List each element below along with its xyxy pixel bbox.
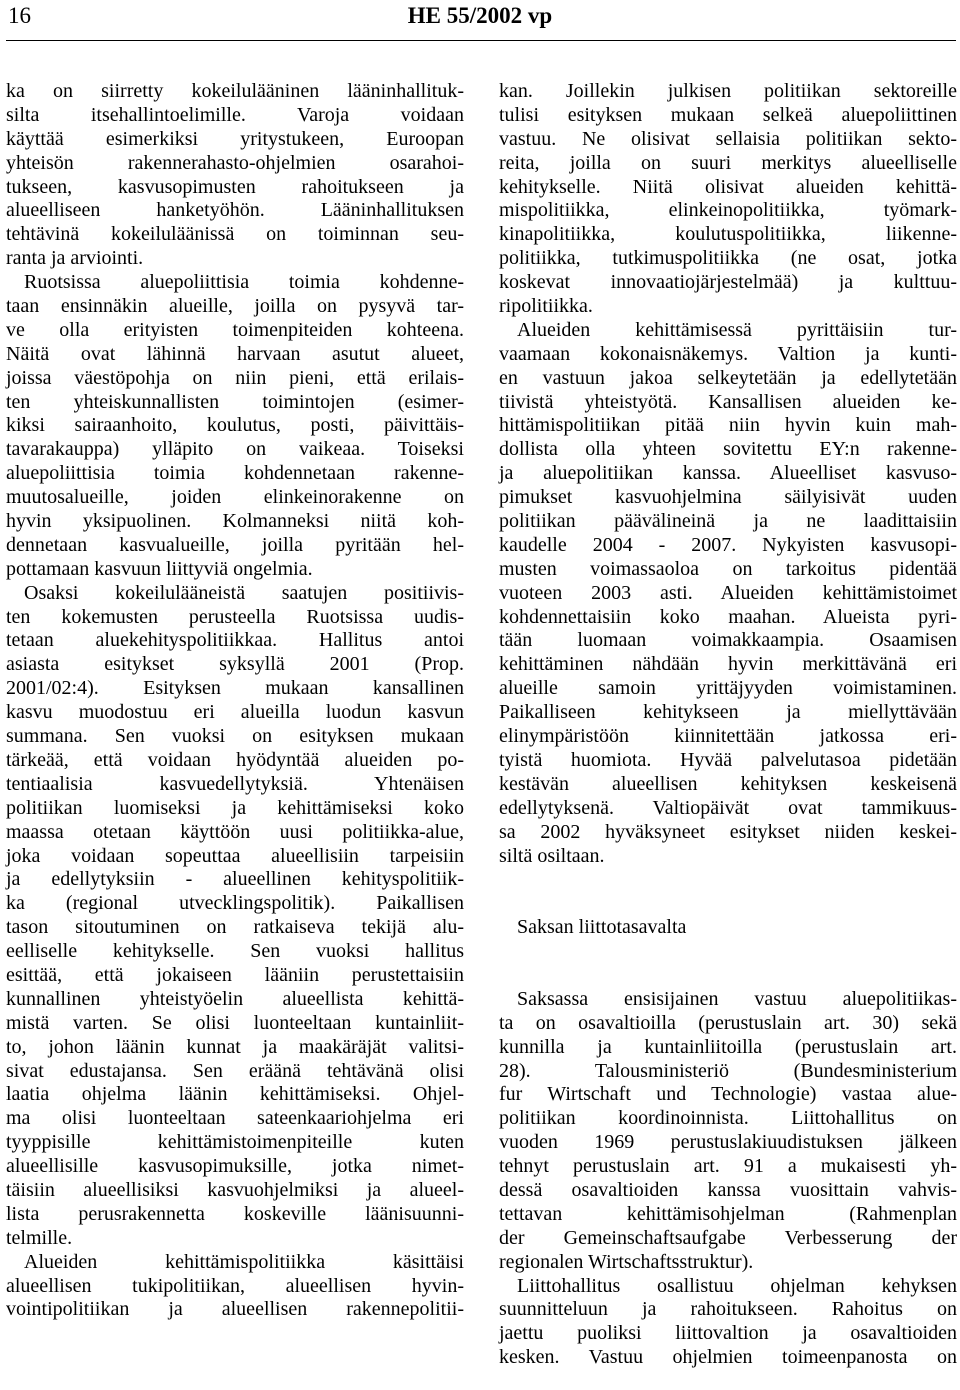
text-line: tehnyt perustuslain art. 91 a mukaisesti yh-	[499, 1155, 957, 1178]
text-line: kaudelle 2004 - 2007. Nykyisten kasvusopi-	[499, 533, 957, 556]
paragraph	[6, 1251, 464, 1323]
spacer	[499, 940, 957, 964]
text-line: kan. Joillekin julkisen politiikan sektoreille	[499, 80, 957, 102]
left-column	[6, 80, 464, 1322]
paragraph	[6, 582, 464, 1251]
text-line: hyvin yksipuolinen. Kolmanneksi niitä koh-	[6, 510, 464, 533]
text-line: vointipolitiikan ja alueellisen rakennepolitii-	[6, 1298, 464, 1321]
text-line: dollista olla yhteen sovitettu EY:n rakenne-	[499, 438, 957, 461]
text-line: tetaan aluekehityspolitiikkaa. Hallitus antoi	[6, 629, 464, 652]
text-line: tettavan kehittämisohjelman (Rahmenplan	[499, 1202, 957, 1225]
document-id: HE 55/2002 vp	[407, 3, 553, 28]
text-line: yhteisön rakennerahasto-ohjelmien osarahoi-	[6, 151, 464, 174]
paragraph	[6, 271, 464, 582]
text-line: musten voimassaoloa on tarkoitus pidentää	[499, 557, 957, 580]
text-line: asiasta esitykset syksyllä 2001 (Prop.	[6, 653, 464, 676]
text-line: dennetaan kasvualueille, joilla pyritään hel-	[6, 533, 464, 556]
text-line: kehitykselle. Niitä olisivat alueiden kehittä-	[499, 175, 957, 198]
text-line: 28). Talousministeriö (Bundesministerium	[499, 1059, 957, 1082]
text-line: ten kokemusten perusteella Ruotsissa uudis-	[6, 605, 464, 628]
text-line: politiikan päävälineinä ja ne laadittaisiin	[499, 510, 957, 533]
text-line: tään luomaan voimakkaampia. Osaamisen	[499, 629, 957, 652]
text-line: ve olla erityisten toimenpiteiden kohteena.	[6, 318, 464, 341]
text-line: tehtävinä kokeiluläänissä on toiminnan seu-	[6, 223, 464, 246]
text-line: kasvu muodostuu eri alueilla luodun kasvun	[6, 701, 464, 724]
text-line: to, johon läänin kunnat ja maakäräjät valitsi-	[6, 1035, 464, 1058]
text-line: sivat edustajansa. Sen eräänä tehtävänä olisi	[6, 1059, 464, 1082]
text-line: Alueiden kehittämispolitiikka käsittäisi	[24, 1250, 464, 1273]
text-line: kesken. Vastuu ohjelmien toimeenpanosta on	[499, 1346, 957, 1369]
text-line: kunnilla ja kuntainliitoilla (perustuslain art.	[499, 1035, 957, 1058]
text-line: muutosalueille, joiden elinkeinorakenne on	[6, 486, 464, 509]
text-line: ripolitiikka.	[499, 295, 593, 318]
text-line: pimukset kasvuohjelmina säilyisivät uuden	[499, 486, 957, 509]
text-line: politiikan koordinoinnista. Liittohallitus on	[499, 1107, 957, 1130]
text-line: ma olisi luonteeltaan sateenkaariohjelma eri	[6, 1107, 464, 1130]
text-line: suunnitteluun ja rahoitukseen. Rahoitus on	[499, 1298, 957, 1321]
text-line: Paikalliseen kehitykseen ja miellyttävään	[499, 701, 957, 724]
text-line: pottamaan kasvuun liittyviä ongelmia.	[6, 557, 313, 580]
text-line: joissa väestöpohja on niin pieni, että erilais-	[6, 366, 464, 389]
text-line: joka voidaan sopeuttaa alueellisiin tarpeisiin	[6, 844, 464, 867]
text-line: Liittohallitus osallistuu ohjelman kehyksen	[517, 1274, 957, 1297]
text-line: mispolitiikka, elinkeinopolitiikka, työmark-	[499, 199, 957, 222]
text-line: ten yhteiskunnallisten toimintojen (esimer-	[6, 390, 464, 413]
text-line: ka on siirretty kokeilulääninen lääninhallituk-	[6, 80, 464, 102]
page-header	[0, 0, 960, 40]
right-column	[499, 80, 957, 1370]
text-line: lista perusrakennetta koskeville läänisuunni-	[6, 1202, 464, 1225]
text-line: maassa otetaan käyttöön uusi politiikka-alue,	[6, 820, 464, 843]
text-line: alueellisen tukipolitiikan, alueellisen hyvin-	[6, 1274, 464, 1297]
spacer	[499, 868, 957, 892]
text-line: politiikka, tutkimuspolitiikka (ne osat, jotka	[499, 247, 957, 270]
text-line: Alueiden kehittämisessä pyrittäisiin tur-	[517, 318, 957, 341]
text-line: tukseen, kasvusopimusten rahoitukseen ja	[6, 175, 464, 198]
text-line: tyistä huomiota. Hyvää palvelutasoa pidetään	[499, 748, 957, 771]
section-heading: Saksan liittotasavalta	[517, 916, 687, 939]
text-line: reita, joilla on suuri merkitys alueelliselle	[499, 151, 957, 174]
spacer	[499, 964, 957, 988]
text-line: Saksassa ensisijainen vastuu aluepolitiikas-	[517, 987, 957, 1010]
text-line: sa 2002 hyväksyneet esitykset niiden keskei-	[499, 820, 957, 843]
text-line: aluepoliittisia toimia kohdennetaan rakenne-	[6, 462, 464, 485]
text-line: siltä osiltaan.	[499, 844, 605, 867]
text-line: jaettu puoliksi liittovaltion ja osavaltioiden	[499, 1322, 957, 1345]
text-line: 2001/02:4). Esityksen mukaan kansallinen	[6, 677, 464, 700]
text-line: ja aluepolitiikan kanssa. Alueelliset kasvuso-	[499, 462, 957, 485]
text-line: der Gemeinschaftsaufgabe Verbesserung der	[499, 1226, 957, 1249]
page-number: 16	[8, 3, 31, 28]
text-line: vuoden 1969 perustuslakiuudistuksen jälkeen	[499, 1131, 957, 1154]
text-line: kiksi sairaanhoito, koulutus, posti, päivittäis-	[6, 414, 464, 437]
text-line: alueille samoin yrittäjyyden voimistaminen.	[499, 677, 957, 700]
text-line: ja edellytyksiin - alueellinen kehityspolitiik-	[6, 868, 464, 891]
text-line: Osaksi kokeilulääneistä saatujen positiivis-	[24, 581, 464, 604]
text-line: mistä varten. Se olisi luonteeltaan kuntainliit-	[6, 1011, 464, 1034]
text-line: vaamaan kokonaisnäkemys. Valtion ja kunti-	[499, 342, 957, 365]
text-line: tyyppisille kehittämistoimenpiteille kuten	[6, 1131, 464, 1154]
header-rule	[6, 40, 956, 41]
text-line: tulisi esityksen mukaan selkeä aluepoliittinen	[499, 103, 957, 126]
text-line: tärkeää, että voidaan hyödyntää alueiden po-	[6, 748, 464, 771]
text-line: ranta ja arviointi.	[6, 247, 144, 270]
text-line: vuoteen 2003 asti. Alueiden kehittämistoimet	[499, 581, 957, 604]
text-line: kohdennettaisiin koko maahan. Alueista pyri-	[499, 605, 957, 628]
paragraph	[499, 319, 957, 868]
text-line: täisiin alueellisiksi kasvuohjelmiksi ja alueel-	[6, 1178, 464, 1201]
text-line: ta on osavaltioilla (perustuslain art. 30) sekä	[499, 1011, 957, 1034]
text-line: Näitä ovat lähinnä harvaan asutut alueet,	[6, 342, 464, 365]
text-line: silta itsehallintoelimille. Varoja voidaan	[6, 103, 464, 126]
paragraph	[499, 1275, 957, 1371]
text-line: kestävän alueellisen kehityksen keskeisenä	[499, 772, 957, 795]
text-line: edellytyksenä. Valtiopäivät ovat tammikuus-	[499, 796, 957, 819]
text-line: ka (regional utvecklingspolitik). Paikallisen	[6, 892, 464, 915]
text-line: regionalen Wirtschaftsstruktur).	[499, 1250, 754, 1273]
text-line: laatia ohjelma läänin kehittämiseksi. Ohjel-	[6, 1083, 464, 1106]
text-line: dessä osavaltioiden kanssa vuosittain vahvis-	[499, 1178, 957, 1201]
text-line: eelliselle kehitykselle. Sen vuoksi hallitus	[6, 940, 464, 963]
text-line: fur Wirtschaft und Technologie) vastaa alue-	[499, 1083, 957, 1106]
text-line: käyttää esimerkiksi yritystukeen, Euroopan	[6, 127, 464, 150]
text-line: kinapolitiikka, koulutuspolitiikka, liikenne-	[499, 223, 957, 246]
paragraph	[499, 80, 957, 319]
text-line: alueelliseen hanketyöhön. Lääninhallituksen	[6, 199, 464, 222]
paragraph	[6, 80, 464, 271]
text-line: tason sitoutuminen on ratkaiseva tekijä alu-	[6, 916, 464, 939]
text-line: tavarakauppa) ylläpito on vaikeaa. Toiseksi	[6, 438, 464, 461]
text-line: koskevat innovaatiojärjestelmää) ja kulttuu-	[499, 271, 957, 294]
text-line: politiikan luomiseksi ja kehittämiseksi koko	[6, 796, 464, 819]
paragraph	[499, 988, 957, 1275]
text-line: alueellisille kasvusopimuksille, jotka nimet-	[6, 1155, 464, 1178]
spacer	[499, 892, 957, 916]
text-line: kunnallinen yhteistyöelin alueellista kehittä-	[6, 987, 464, 1010]
text-line: esittää, että jokaiseen lääniin perustettaisiin	[6, 963, 464, 986]
text-line: tentiaalisia kasvuedellytyksiä. Yhtenäisen	[6, 772, 464, 795]
text-line: vastuu. Ne olisivat sellaisia politiikan sekto-	[499, 127, 957, 150]
text-line: summana. Sen vuoksi on esityksen mukaan	[6, 725, 464, 748]
text-line: taan ensinnäkin alueille, joilla on pysyvä tar-	[6, 295, 464, 318]
text-line: telmille.	[6, 1226, 73, 1249]
text-line: elinympäristöön kiinnitettään jatkossa eri-	[499, 725, 957, 748]
text-line: hittämispolitiikan pitää niin hyvin kuin mah-	[499, 414, 957, 437]
text-line: en vastuun jakoa selkeytetään ja edellytetään	[499, 366, 957, 389]
text-line: kehittäminen nähdään hyvin merkittävänä eri	[499, 653, 957, 676]
text-line: tiivistä yhteistyötä. Kansallisen alueiden ke-	[499, 390, 957, 413]
text-line: Ruotsissa aluepoliittisia toimia kohdenne-	[24, 271, 464, 294]
